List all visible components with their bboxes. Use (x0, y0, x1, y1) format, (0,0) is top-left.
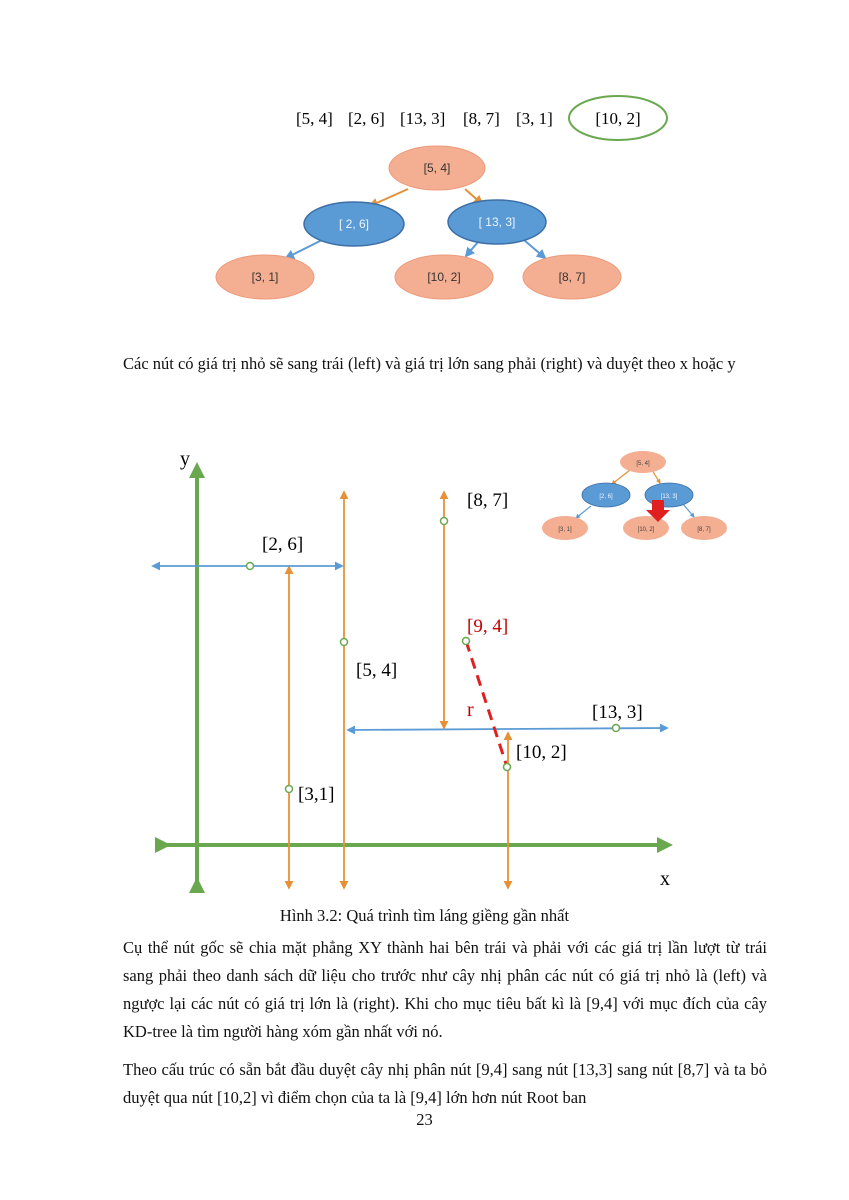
mini-tree-inset (542, 451, 727, 540)
mini-node-label: [10, 2] (637, 527, 655, 533)
top-tree-figure (0, 80, 849, 310)
paragraph-explanation: Cụ thể nút gốc sẽ chia mặt phẳng XY thành hai bên trái và phải với các giá trị lần lượt từ trái sang phải theo danh sách dữ liệu cho trước như cây nhị phân các nút có giá trị nhỏ là (left) và ngược lại các nút có giá trị lớn là (right). Khi cho mục tiêu bất kì là [9,4] với mục đích của cây KD-tree là tìm người hàng xóm gần nhất với nó. (123, 938, 767, 1041)
mini-node-label: [3, 1] (558, 527, 572, 533)
point-8-7 (441, 518, 448, 525)
paragraph-traversal: Theo cấu trúc có sẵn bắt đầu duyệt cây nhị phân nút [9,4] sang nút [13,3] sang nút [8,7] và ta bỏ duyệt qua nút [10,2] vì điểm chọn của ta là [9,4] lớn hơn nút Root ban (123, 1060, 767, 1107)
tree-node-label: [ 13, 3] (478, 215, 516, 229)
label-8-7: [8, 7] (467, 490, 509, 511)
point-9-4 (463, 638, 470, 645)
paragraph-tree-rule: Các nút có giá trị nhỏ sẽ sang trái (left) và giá trị lớn sang phải (right) và duyệt theo x hoặc y (123, 354, 736, 373)
tree-node-label: [8, 7] (558, 270, 586, 284)
tree-node-label: [ 2, 6] (338, 217, 370, 231)
seq-item: [13, 3] (400, 109, 446, 128)
mini-node-label: [2, 6] (599, 494, 613, 500)
label-9-4: [9, 4] (467, 616, 509, 637)
target-point: [10, 2] (595, 109, 641, 128)
figure-caption: Hình 3.2: Quá trình tìm láng giềng gần nhất (279, 906, 570, 925)
label-2-6: [2, 6] (262, 534, 304, 555)
label-3-1: [3,1] (298, 784, 335, 805)
point-10-2 (504, 764, 511, 771)
radius-label: r (467, 699, 474, 721)
label-5-4: [5, 4] (356, 660, 398, 681)
point-2-6 (247, 563, 254, 570)
seq-item: [8, 7] (463, 109, 500, 128)
label-10-2: [10, 2] (516, 742, 567, 763)
point-13-3 (613, 725, 620, 732)
tree-node-label: [3, 1] (251, 270, 279, 284)
mini-node-label: [13, 3] (660, 494, 678, 500)
seq-item: [2, 6] (348, 109, 385, 128)
page-number: 23 (416, 1110, 433, 1129)
kd-partition-plot (0, 440, 849, 900)
mini-node-label: [5, 4] (636, 461, 650, 467)
point-5-4 (341, 639, 348, 646)
x-axis-label: x (660, 868, 670, 890)
label-13-3: [13, 3] (592, 702, 643, 723)
y-axis-label: y (180, 448, 190, 470)
mini-node-label: [8, 7] (697, 527, 711, 533)
point-3-1 (286, 786, 293, 793)
seq-item: [3, 1] (516, 109, 553, 128)
tree-node-label: [10, 2] (427, 270, 461, 284)
tree-node-label: [5, 4] (423, 161, 451, 175)
seq-item: [5, 4] (296, 109, 333, 128)
